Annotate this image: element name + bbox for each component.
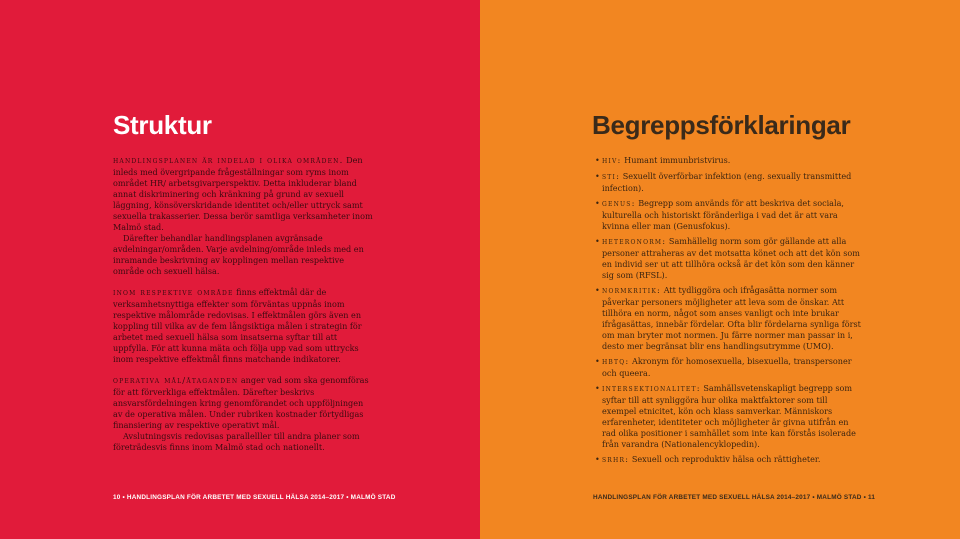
definition-item	[595, 356, 861, 379]
definition: Samhällelig norm som gör gällande att alla personer attraheras av det motsatta könet och att det kön som en individ ser ut att tillhöra också är det kön som den känner sig som (RFSL).	[602, 236, 860, 280]
lead-in: handlingsplanen är indelad i olika områden.	[113, 156, 344, 166]
definition: Humant immunbristvirus.	[621, 155, 731, 165]
definition-item	[595, 285, 861, 352]
bullet-icon: •	[595, 383, 600, 393]
paragraph-text: anger vad som ska genomföras för att förverkliga effektmålen. Därefter beskrivs ansvarsfördelningen kring genomförandet och uppföljningen av de operativa målen. Under rubriken kostnader förtydligas finansiering av respektive operativt mål.	[113, 375, 369, 430]
bullet-icon: •	[595, 356, 600, 366]
paragraph-conclusion: Avslutningsvis redovisas parallelller till andra planer som företrädesvis finns inom Malmö stad och nationellt.	[113, 431, 360, 452]
definition-item	[595, 236, 861, 281]
right-body	[595, 155, 861, 470]
bullet-icon: •	[595, 171, 600, 181]
term: normkritik:	[602, 286, 662, 296]
definition-item	[595, 155, 861, 167]
paragraph-text: Den inleds med övergripande frågeställningar som ryms inom området HR/ arbetsgivarperspektiv. Detta inkluderar bland annat diskriminering och kränkning på grund av sexuell läggning, könsöverskridande identitet och/eller uttryck samt sexuella trakasserier. Dessa berör samtliga verksamheter inom Malmö stad.	[113, 155, 373, 232]
left-body	[113, 155, 375, 463]
page-title: Begreppsförklaringar	[592, 110, 851, 140]
term: hbtq:	[602, 357, 630, 367]
paragraph-text: finns effektmål där de verksamhetsnyttiga effekter som förväntas uppnås inom respektive målområde redovisas. I effektmålen görs även en koppling till vilka av de fem långsiktiga målen i strategin för arbetet med sexuell hälsa som insatserna syftar till att uppfylla. För att kunna mäta och följa upp vad som uttrycks inom respektive effektmål finns matchande indikatorer.	[113, 287, 362, 364]
definition-item	[595, 383, 861, 450]
page-footer: HANDLINGSPLAN FÖR ARBETET MED SEXUELL HÄLSA 2014–2017 • MALMÖ STAD • 11	[593, 494, 876, 501]
term: heteronorm:	[602, 237, 667, 247]
page-footer: 10 • HANDLINGSPLAN FÖR ARBETET MED SEXUELL HÄLSA 2014–2017 • MALMÖ STAD	[113, 494, 396, 501]
page-title: Struktur	[113, 110, 212, 140]
bullet-icon: •	[595, 285, 600, 295]
definition-item	[595, 454, 861, 466]
term: hiv:	[602, 156, 622, 166]
definition: Akronym för homosexuella, bisexuella, transpersoner och queera.	[602, 356, 852, 378]
bullet-icon: •	[595, 236, 600, 246]
term: intersektionalitet:	[602, 384, 701, 394]
definition: Samhällsvetenskapligt begrepp som syftar till att synliggöra hur olika maktfaktorer som till exempel etnicitet, kön och klass samverkar. Människors erfarenheter, identiteter och möjligheter är givna utifrån en rad olika positioner i samhället som inte kan förstås isolerade från varandra (Nationalencyklopedin).	[602, 383, 856, 449]
paragraph-areas: Därefter behandlar handlingsplanen avgränsade avdelningar/områden. Varje avdelning/område inleds med en inramande beskrivning av kopplingen mellan respektive område och sexuell hälsa.	[113, 233, 364, 276]
bullet-icon: •	[595, 155, 600, 165]
term: sti:	[602, 172, 621, 182]
lead-in: inom respektive område	[113, 288, 234, 298]
definition: Begrepp som används för att beskriva det sociala, kulturella och historiskt föränderliga i vad det är att vara kvinna eller man (Genusfokus).	[602, 198, 844, 231]
definition: Att tydliggöra och ifrågasätta normer som påverkar personers möjligheter att leva som de önskar. Att tillhöra en norm, något som anses vanligt och inte brukar ifrågasättas, innebär fördelar. Ofta blir fördelarna synliga först om man bryter mot normen. Ju färre normer man passar in i, desto mer begränsat blir ens handlingsutrymme (UMO).	[602, 285, 861, 351]
definition-item	[595, 198, 861, 232]
definition: Sexuellt överförbar infektion (eng. sexually transmitted infection).	[602, 171, 852, 193]
right-page	[480, 0, 960, 539]
term: genus:	[602, 199, 636, 209]
paragraph-effect-goals	[113, 287, 375, 365]
bullet-icon: •	[595, 454, 600, 464]
bullet-icon: •	[595, 198, 600, 208]
paragraph-intro	[113, 155, 375, 233]
term: srhr:	[602, 455, 630, 465]
definition-list	[595, 155, 861, 466]
paragraph-operative-goals	[113, 375, 375, 431]
lead-in: operativa mål/åtaganden	[113, 376, 239, 386]
definition: Sexuell och reproduktiv hälsa och rättigheter.	[629, 454, 821, 464]
definition-item	[595, 171, 861, 194]
